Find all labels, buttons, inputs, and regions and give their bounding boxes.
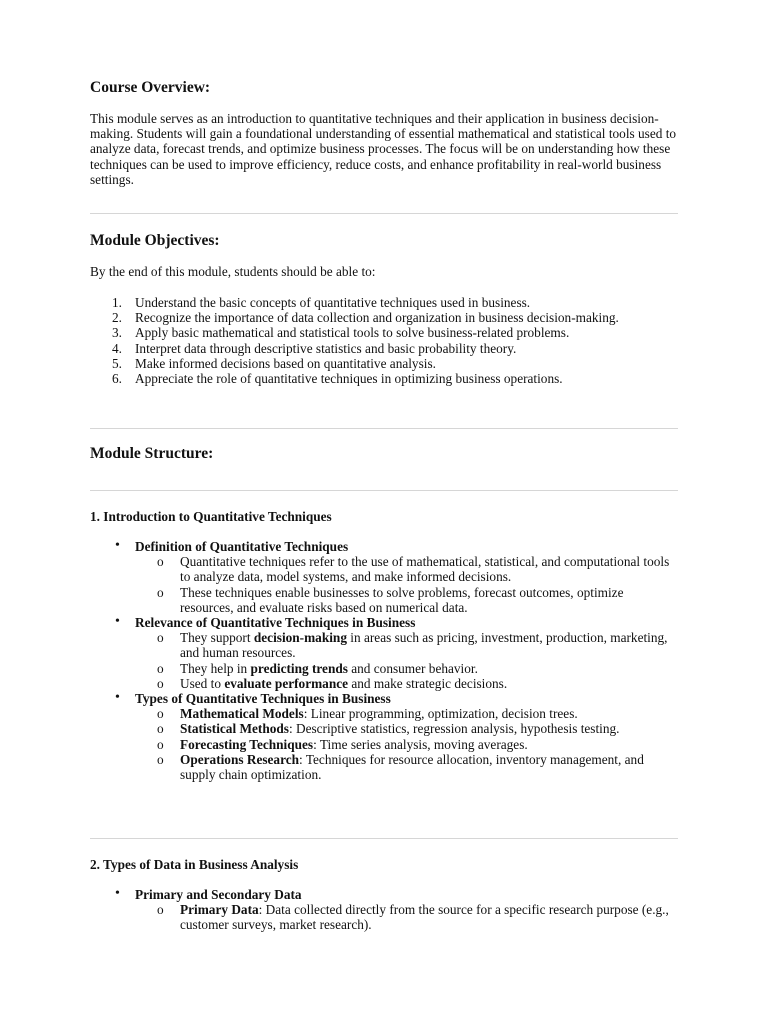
subtopic-item: [135, 630, 680, 660]
sub-bullet-icon: o: [157, 736, 164, 752]
objective-text: Interpret data through descriptive statistics and basic probability theory.: [135, 340, 517, 356]
bullet-icon: •: [115, 690, 120, 706]
objective-number: 6.: [112, 371, 122, 387]
subtopic-item: [135, 676, 680, 691]
divider: [90, 213, 678, 214]
bullet-icon: •: [115, 538, 120, 553]
subtopic-text-post: : Linear programming, optimization, decision trees.: [303, 706, 578, 722]
course-overview-text: This module serves as an introduction to quantitative techniques and their application in business decision-making. Students will gain a foundational understanding of essential mathematical and statistical tools used to analyze data, forecast trends, and optimize business processes. The focus will be on understanding how these techniques can be used to improve efficiency, reduce costs, and enhance profitability in real-world business settings.: [90, 111, 677, 187]
course-overview-heading: Course Overview:: [90, 79, 211, 96]
topic-title: Relevance of Quantitative Techniques in Business: [135, 615, 416, 631]
objective-text: Understand the basic concepts of quantitative techniques used in business.: [135, 295, 531, 310]
topic-item: [90, 539, 680, 615]
objective-text: Appreciate the role of quantitative techniques in optimizing business operations.: [135, 371, 563, 387]
topic-item: [90, 615, 680, 691]
subtopic-item: [135, 554, 680, 584]
subtopic-text-post: in areas such as pricing, investment, production, marketing, and human resources.: [180, 630, 668, 661]
topic-title: Definition of Quantitative Techniques: [135, 539, 349, 554]
sub-bullet-icon: o: [157, 751, 164, 767]
section-1-title: 1. Introduction to Quantitative Techniques: [90, 509, 332, 524]
objective-item: [90, 356, 650, 371]
subtopic-text-bold: predicting trends: [250, 660, 348, 676]
sub-bullet-icon: o: [157, 584, 164, 600]
objective-number: 1.: [112, 295, 122, 310]
subtopic-text-pre: Used to: [180, 675, 225, 691]
sub-bullet-icon: o: [157, 630, 164, 646]
subtopic-text-bold: Mathematical Models: [180, 706, 304, 722]
objective-item: [90, 325, 650, 340]
sub-bullet-icon: o: [157, 675, 164, 691]
subtopic-list: [135, 902, 680, 932]
sub-bullet-icon: o: [157, 554, 164, 570]
subtopic-text: These techniques enable businesses to solve problems, forecast outcomes, optimize resources, and evaluate risks based on numerical data.: [180, 584, 624, 615]
subtopic-text-pre: They support: [180, 630, 254, 646]
objective-item: [90, 371, 650, 386]
subtopic-item: [135, 737, 680, 752]
subtopic-text-bold: Statistical Methods: [180, 721, 289, 737]
subtopic-list: [135, 554, 680, 615]
subtopic-item: [135, 706, 680, 721]
objective-number: 5.: [112, 355, 122, 371]
subtopic-item: [135, 721, 680, 736]
divider: [90, 838, 678, 839]
bullet-icon: •: [115, 886, 120, 901]
subtopic-text-bold: Primary Data: [180, 902, 259, 918]
objective-item: [90, 295, 650, 310]
divider: [90, 428, 678, 429]
topic-item: [90, 887, 680, 933]
subtopic-text: Quantitative techniques refer to the use of mathematical, statistical, and computational tools to analyze data, model systems, and make informed decisions.: [180, 554, 670, 585]
module-objectives-heading: Module Objectives:: [90, 232, 220, 249]
subtopic-text-bold: evaluate performance: [224, 675, 349, 691]
objective-text: Apply basic mathematical and statistical tools to solve business-related problems.: [135, 325, 570, 341]
topic-title: Types of Quantitative Techniques in Business: [135, 691, 391, 707]
objective-number: 2.: [112, 310, 122, 326]
subtopic-text-bold: Operations Research: [180, 751, 300, 767]
objective-item: [90, 310, 650, 325]
subtopic-list: [135, 630, 680, 691]
topic-item: [90, 691, 680, 782]
section-1-list: [90, 539, 680, 782]
bullet-icon: •: [115, 614, 120, 630]
subtopic-item: [135, 585, 680, 615]
subtopic-text-post: and consumer behavior.: [347, 660, 478, 676]
subtopic-text-post: : Techniques for resource allocation, inventory management, and supply chain optimization.: [180, 751, 644, 783]
divider: [90, 490, 678, 491]
objective-text: Recognize the importance of data collection and organization in business decision-making.: [135, 310, 619, 326]
sub-bullet-icon: o: [157, 660, 164, 676]
subtopic-text-bold: decision-making: [253, 630, 347, 646]
section-2-list: [90, 887, 680, 933]
sub-bullet-icon: o: [157, 706, 164, 722]
objectives-intro: By the end of this module, students should be able to:: [90, 264, 376, 279]
subtopic-item: [135, 661, 680, 676]
objective-number: 3.: [112, 325, 122, 341]
subtopic-item: [135, 752, 680, 782]
subtopic-item: [135, 902, 680, 932]
subtopic-text-post: : Descriptive statistics, regression analysis, hypothesis testing.: [288, 721, 620, 737]
topic-title: Primary and Secondary Data: [135, 887, 302, 902]
subtopic-text-post: : Time series analysis, moving averages.: [313, 736, 528, 752]
objective-item: [90, 341, 650, 356]
objectives-list: [90, 295, 650, 386]
subtopic-list: [135, 706, 680, 782]
sub-bullet-icon: o: [157, 721, 164, 737]
objective-number: 4.: [112, 340, 122, 356]
subtopic-text-post: : Data collected directly from the source for a specific research purpose (e.g., customer surveys, market research).: [180, 902, 669, 933]
objective-text: Make informed decisions based on quantitative analysis.: [135, 355, 436, 371]
sub-bullet-icon: o: [157, 902, 164, 918]
subtopic-text-post: and make strategic decisions.: [348, 675, 508, 691]
subtopic-text-pre: They help in: [180, 660, 251, 676]
module-structure-heading: Module Structure:: [90, 445, 214, 462]
section-2-title: 2. Types of Data in Business Analysis: [90, 857, 299, 872]
subtopic-text-bold: Forecasting Techniques: [180, 736, 314, 752]
